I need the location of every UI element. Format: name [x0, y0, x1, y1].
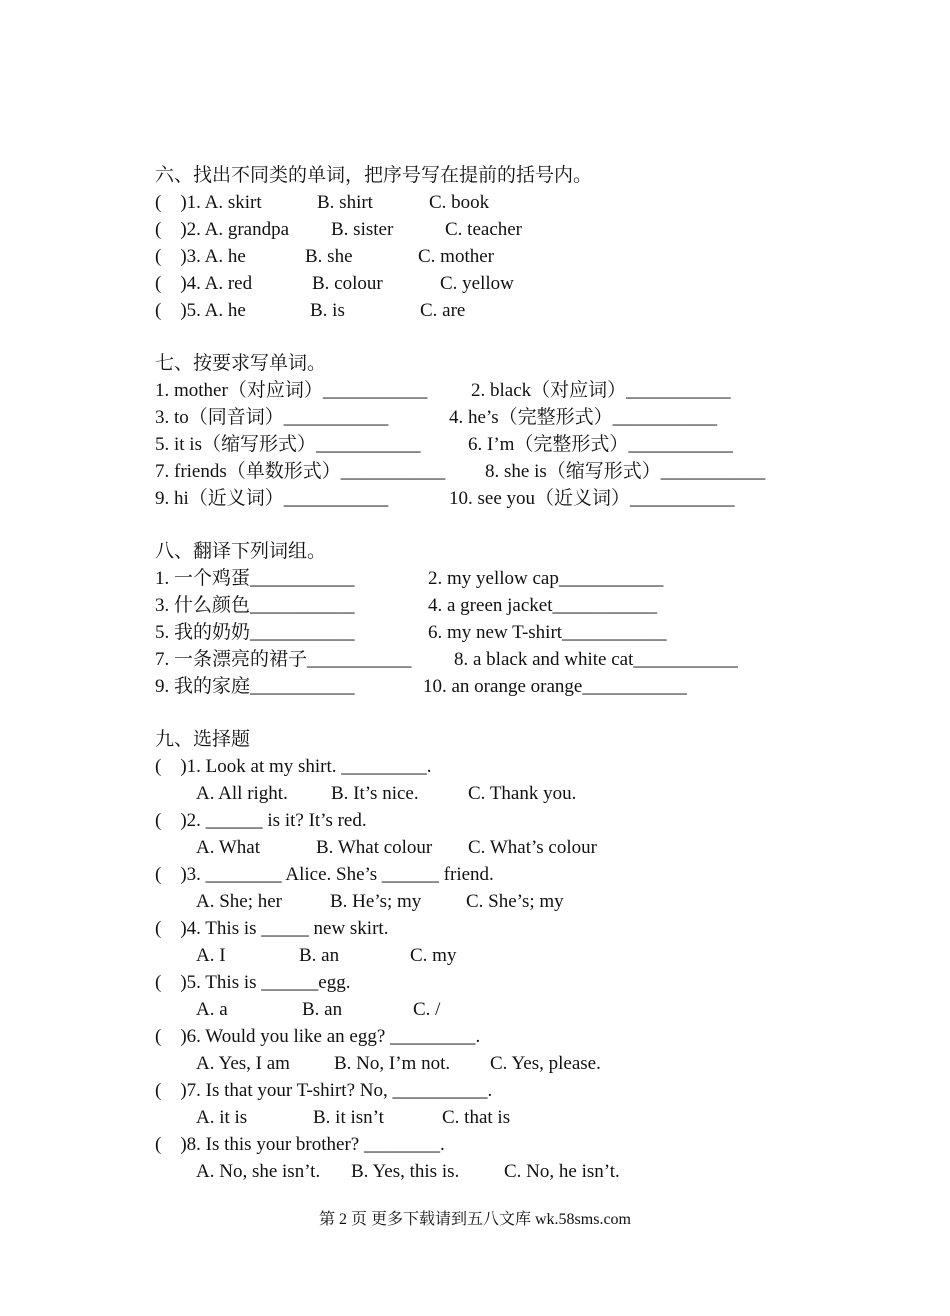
section7-row-3: 5. it is（缩写形式）___________ 6. I’m（完整形式）___________ — [155, 434, 733, 455]
question-8-options: A. No, she isn’t. B. Yes, this is. C. No, he isn’t. — [196, 1161, 620, 1182]
question-5: ( )5. This is ______egg. — [155, 972, 351, 993]
question-6: ( )6. Would you like an egg? _________. — [155, 1026, 481, 1047]
section8-row-2: 3. 什么颜色___________ 4. a green jacket___________ — [155, 595, 657, 616]
question-2-options: A. What B. What colour C. What’s colour — [196, 837, 597, 858]
section7-title: 七、按要求写单词。 — [155, 353, 327, 374]
section6-title: 六、找出不同类的单词，把序号写在提前的括号内。 — [155, 165, 593, 186]
question-4-options: A. I B. an C. my — [196, 945, 457, 966]
section9-title: 九、选择题 — [155, 729, 251, 750]
page-footer: 第 2 页 更多下载请到五八文库 wk.58sms.com — [318, 1211, 631, 1228]
section6-item-5: ( )5. A. he B. is C. are — [155, 300, 466, 321]
question-6-options: A. Yes, I am B. No, I’m not. C. Yes, please. — [196, 1053, 601, 1074]
section7-row-5: 9. hi（近义词）___________ 10. see you（近义词）___________ — [155, 488, 735, 509]
section7-row-4: 7. friends（单数形式）___________ 8. she is（缩写形式）___________ — [155, 461, 766, 482]
section8-row-3: 5. 我的奶奶___________ 6. my new T-shirt___________ — [155, 622, 667, 643]
section8-row-1: 1. 一个鸡蛋___________ 2. my yellow cap___________ — [155, 568, 664, 589]
section7-row-2: 3. to（同音词）___________ 4. he’s（完整形式）___________ — [155, 407, 718, 428]
question-3-options: A. She; her B. He’s; my C. She’s; my — [196, 891, 564, 912]
question-2: ( )2. ______ is it? It’s red. — [155, 810, 367, 831]
question-1-options: A. All right. B. It’s nice. C. Thank you. — [196, 783, 577, 804]
section6-item-1: ( )1. A. skirt B. shirt C. book — [155, 192, 490, 213]
section8-title: 八、翻译下列词组。 — [155, 541, 327, 562]
section6-item-4: ( )4. A. red B. colour C. yellow — [155, 273, 514, 294]
section6-item-2: ( )2. A. grandpa B. sister C. teacher — [155, 219, 523, 240]
section7-row-1: 1. mother（对应词）___________ 2. black（对应词）___________ — [155, 380, 731, 401]
question-7: ( )7. Is that your T-shirt? No, __________. — [155, 1080, 493, 1101]
section8-row-4: 7. 一条漂亮的裙子___________ 8. a black and white cat___________ — [155, 649, 738, 670]
section8-row-5: 9. 我的家庭___________ 10. an orange orange___________ — [155, 676, 687, 697]
question-1: ( )1. Look at my shirt. _________. — [155, 756, 432, 777]
question-7-options: A. it is B. it isn’t C. that is — [196, 1107, 511, 1128]
question-4: ( )4. This is _____ new skirt. — [155, 918, 389, 939]
question-5-options: A. a B. an C. / — [196, 999, 441, 1020]
section6-item-3: ( )3. A. he B. she C. mother — [155, 246, 494, 267]
question-8: ( )8. Is this your brother? ________. — [155, 1134, 445, 1155]
question-3: ( )3. ________ Alice. She’s ______ friend. — [155, 864, 494, 885]
